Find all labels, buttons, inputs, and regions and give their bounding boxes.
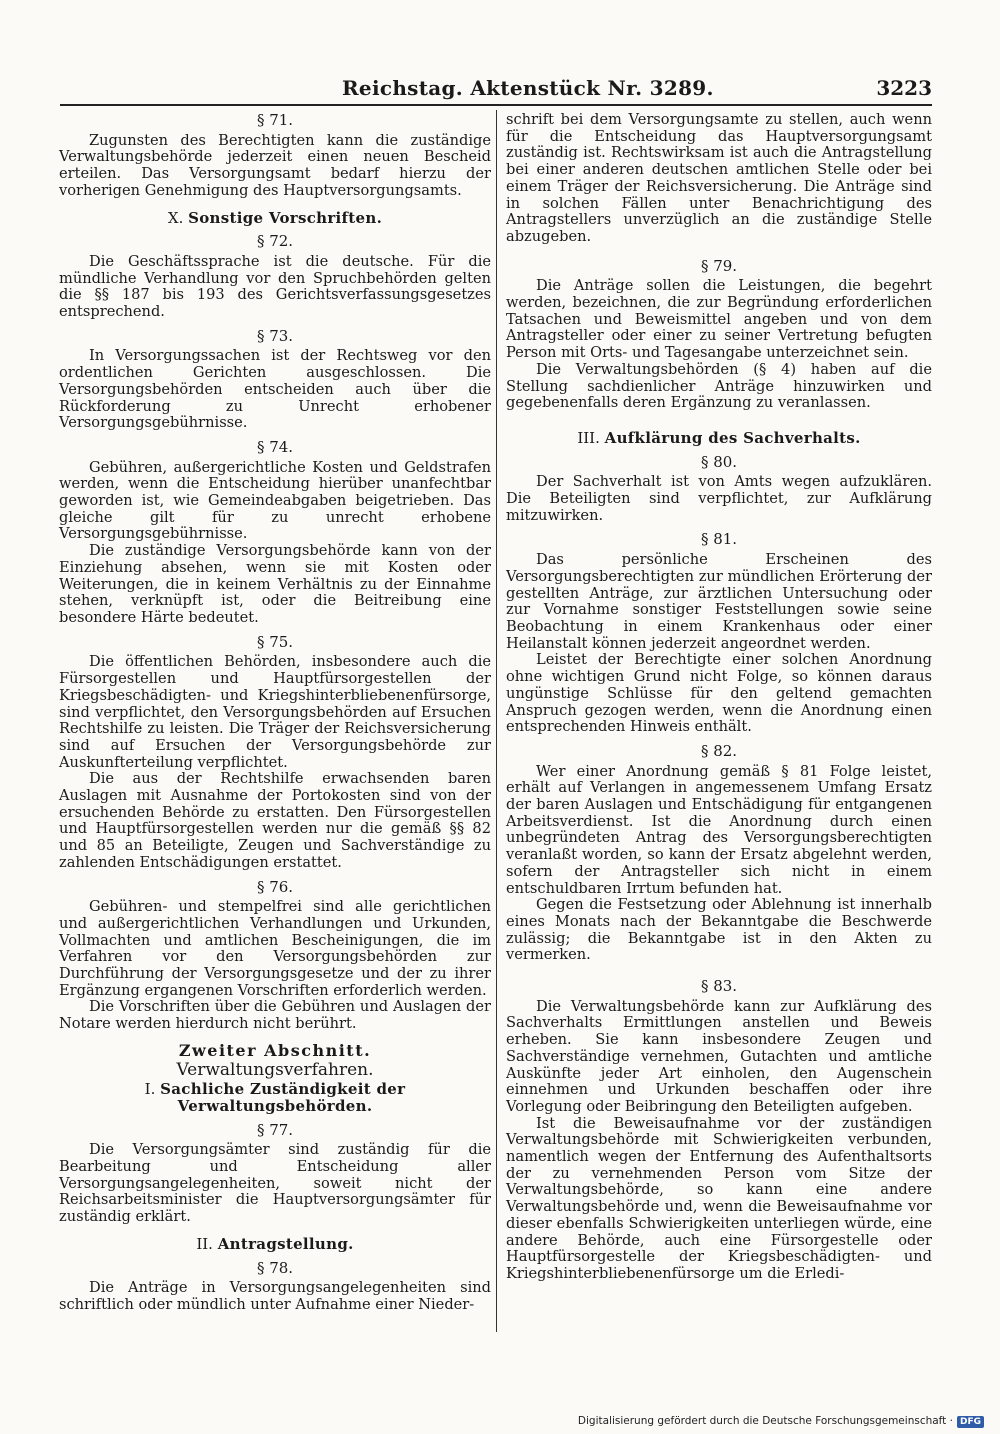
paragraph: Die Anträge sollen die Leistungen, die begehrt werden, bezeichnen, die zur Begründung erforderlichen Tatsachen und Beweismittel angeben und von dem Antragsteller oder einer zu seiner Vertretung befugten Person mit Orts- und Tagesangabe unterzeichnet sein. xyxy=(506,277,932,362)
section-heading: § 72. xyxy=(256,232,294,251)
paragraph: Die öffentlichen Behörden, insbesondere auch die Fürsorgestellen und Hauptfürsorgestellen der Kriegsbeschädigten- und Kriegshinterbliebenenfürsorge, sind verpflichtet, den Versorgungsbehörden auf Ersuchen Rechtshilfe zu leisten. Die Träger der Reichsversicherung sind auf Ersuchen der Versorgungsbehörde zur Auskunfterteilung verpflichtet. xyxy=(59,653,491,771)
paragraph: Gebühren, außergerichtliche Kosten und Geldstrafen werden, wenn die Entscheidung hierüber unanfechtbar geworden ist, wie Gemeindeabgaben beigetrieben. Das gleiche gilt für zu unrecht erhobene Versorgungsgebührnisse. xyxy=(59,458,491,543)
paragraph: Gegen die Festsetzung oder Ablehnung ist innerhalb eines Monats nach der Bekanntgabe die Beschwerde zulässig; die Bekanntgabe ist in den Akten zu vermerken. xyxy=(506,896,932,964)
header-rule xyxy=(60,104,932,106)
section-heading: § 75. xyxy=(256,632,294,651)
paragraph: Gebühren- und stempelfrei sind alle gerichtlichen und außergerichtlichen Verhandlungen und Urkunden, Vollmachten und amtlichen Bescheinigungen, die im Verfahren vor den Versorgungsbehörden zur Durchführung der Versorgungsgesetze und der zu ihrer Ergänzung ergangenen Vorschriften erforderlich werden. xyxy=(59,898,491,999)
paragraph: Der Sachverhalt ist von Amts wegen aufzuklären. Die Beteiligten sind verpflichtet, zur Aufklärung mitzuwirken. xyxy=(506,473,932,524)
chapter-number: II. xyxy=(196,1234,213,1253)
section-heading: § 78. xyxy=(256,1258,294,1277)
section-heading: § 81. xyxy=(700,530,738,549)
section-heading: § 74. xyxy=(256,437,294,456)
section-heading: § 76. xyxy=(256,877,294,896)
section-heading: § 71. xyxy=(256,111,294,129)
page-number: 3223 xyxy=(876,76,932,100)
paragraph: Die zuständige Versorgungsbehörde kann von der Einziehung absehen, wenn sie mit Kosten oder Weiterungen, die in keinem Verhältnis zu der Einnahme stehen, verknüpft ist, oder die Beitreibung eine besondere Härte bedeutet. xyxy=(59,542,491,626)
paragraph: Wer einer Anordnung gemäß § 81 Folge leistet, erhält auf Verlangen in angemessenem Umfang Ersatz der baren Auslagen und Entschädigung für entgangenen Arbeitsverdienst. Ist die Anordnung durch einen unbegründeten Antrag des Versorgungsberechtigten veranlaßt worden, so kann der Ersatz abgelehnt werden, sofern der Antragsteller sich nicht in einem entschuldbaren Irrtum befunden hat. xyxy=(506,762,932,897)
chapter-title: Sonstige Vorschriften. xyxy=(188,208,383,227)
right-column xyxy=(506,112,932,1283)
section-heading: § 83. xyxy=(700,977,738,996)
dfg-logo: DFG xyxy=(957,1416,984,1428)
part-title: Zweiter Abschnitt. xyxy=(178,1040,372,1060)
paragraph: Die Vorschriften über die Gebühren und Auslagen der Notare werden hierdurch nicht berührt. xyxy=(59,998,491,1033)
chapter-heading xyxy=(59,210,491,227)
chapter-number: III. xyxy=(577,428,600,447)
section-heading: § 82. xyxy=(700,741,738,760)
paragraph: Die Verwaltungsbehörden (§ 4) haben auf die Stellung sachdienlicher Anträge hinzuwirken und gegebenenfalls deren Ergänzung zu veranlassen. xyxy=(506,360,932,412)
paragraph: In Versorgungssachen ist der Rechtsweg vor den ordentlichen Gerichten ausgeschlossen. Die Versorgungsbehörden entscheiden auch über die Rückforderung zu Unrecht erhobener Versorgungsgebührnisse. xyxy=(59,347,491,432)
paragraph: Die Versorgungsämter sind zuständig für die Bearbeitung und Entscheidung aller Versorgungsangelegenheiten, soweit nicht der Reichsarbeitsminister die Hauptversorgungsämter für zuständig erklärt. xyxy=(59,1141,491,1226)
chapter-number: I. xyxy=(144,1080,156,1099)
paragraph: Ist die Beweisaufnahme vor der zuständigen Verwaltungsbehörde mit Schwierigkeiten verbunden, namentlich wegen der Entfernung des Aufenthaltsorts der zu vernehmenden Person vom Sitze der Verwaltungsbehörde, so kann eine andere Verwaltungsbehörde und, wenn die Beweisaufnahme vor dieser ebenfalls Schwierigkeiten unterliegen würde, eine andere Behörde, auch eine Fürsorgestelle oder Hauptfürsorgestelle der Kriegsbeschädigten- und Kriegshinterbliebenenfürsorge um die Erledi- xyxy=(506,1114,932,1282)
digitization-credit xyxy=(578,1415,984,1428)
credit-text: Digitalisierung gefördert durch die Deutsche Forschungsgemeinschaft · xyxy=(577,1415,953,1427)
chapter-heading xyxy=(59,1081,491,1114)
paragraph: Das persönliche Erscheinen des Versorgungsberechtigten zur mündlichen Erörterung der gestellten Anträge, zur ärztlichen Untersuchung oder zur Vornahme sonstiger Feststellungen sowie seine Beobachtung in einem Krankenhaus oder einer Heilanstalt können jederzeit angeordnet werden. xyxy=(506,551,932,652)
chapter-title: Antragstellung. xyxy=(217,1234,354,1253)
page-header xyxy=(60,76,932,106)
section-heading: § 79. xyxy=(700,256,738,275)
running-title: Reichstag. Aktenstück Nr. 3289. xyxy=(342,76,714,100)
paragraph: Zugunsten des Berechtigten kann die zuständige Verwaltungsbehörde jederzeit einen neuen Bescheid erteilen. Das Versorgungsamt bedarf hierzu der vorherigen Genehmigung des Hauptversorgungsamts. xyxy=(59,131,491,199)
section-heading: § 77. xyxy=(256,1120,294,1139)
chapter-heading xyxy=(59,1236,491,1253)
chapter-heading xyxy=(506,430,932,447)
chapter-title: Sachliche Zuständigkeit der Verwaltungsbehörden. xyxy=(160,1080,406,1115)
chapter-title: Aufklärung des Sachverhalts. xyxy=(604,428,861,447)
paragraph: Leistet der Berechtigte einer solchen Anordnung ohne wichtigen Grund nicht Folge, so können daraus ungünstige Schlüsse für den geltend gemachten Anspruch gezogen werden, wenn die Anordnung einen entsprechenden Hinweis enthält. xyxy=(506,651,932,736)
column-divider xyxy=(496,110,497,1332)
paragraph: Die Anträge in Versorgungsangelegenheiten sind schriftlich oder mündlich unter Aufnahme einer Nieder- xyxy=(59,1279,491,1313)
left-column xyxy=(59,112,491,1314)
section-heading: § 73. xyxy=(256,326,294,345)
paragraph: schrift bei dem Versorgungsamte zu stellen, auch wenn für die Entscheidung das Hauptversorgungsamt zuständig ist. Rechtswirksam ist auch die Antragstellung bei einer anderen deutschen amtlichen Stelle oder bei einem Träger der Reichsversicherung. Die Anträge sind in solchen Fällen unter Benachrichtigung des Antragstellers unverzüglich an die zuständige Stelle abzugeben. xyxy=(506,111,932,245)
paragraph: Die aus der Rechtshilfe erwachsenden baren Auslagen mit Ausnahme der Portokosten sind von der ersuchenden Behörde zu erstatten. Den Fürsorgestellen und Hauptfürsorgestellen werden nur die gemäß §§ 82 und 85 an Beteiligte, Zeugen und Sachverständige zu zahlenden Entschädigungen erstattet. xyxy=(59,770,491,871)
paragraph: Die Verwaltungsbehörde kann zur Aufklärung des Sachverhalts Ermittlungen anstellen und Beweis erheben. Sie kann insbesondere Zeugen und Sachverständige vernehmen, Gutachten und amtliche Auskünfte jeder Art einholen, den Augenschein einnehmen und Urkunden beschaffen oder ihre Vorlegung oder Beibringung den Beteiligten aufgeben. xyxy=(506,997,932,1115)
chapter-number: X. xyxy=(167,208,184,227)
paragraph: Die Geschäftssprache ist die deutsche. Für die mündliche Verhandlung vor den Spruchbehörden gelten die §§ 187 bis 193 des Gerichtsverfassungsgesetzes entsprechend. xyxy=(59,252,491,321)
section-heading: § 80. xyxy=(700,452,738,471)
part-subtitle: Verwaltungsverfahren. xyxy=(176,1059,374,1080)
